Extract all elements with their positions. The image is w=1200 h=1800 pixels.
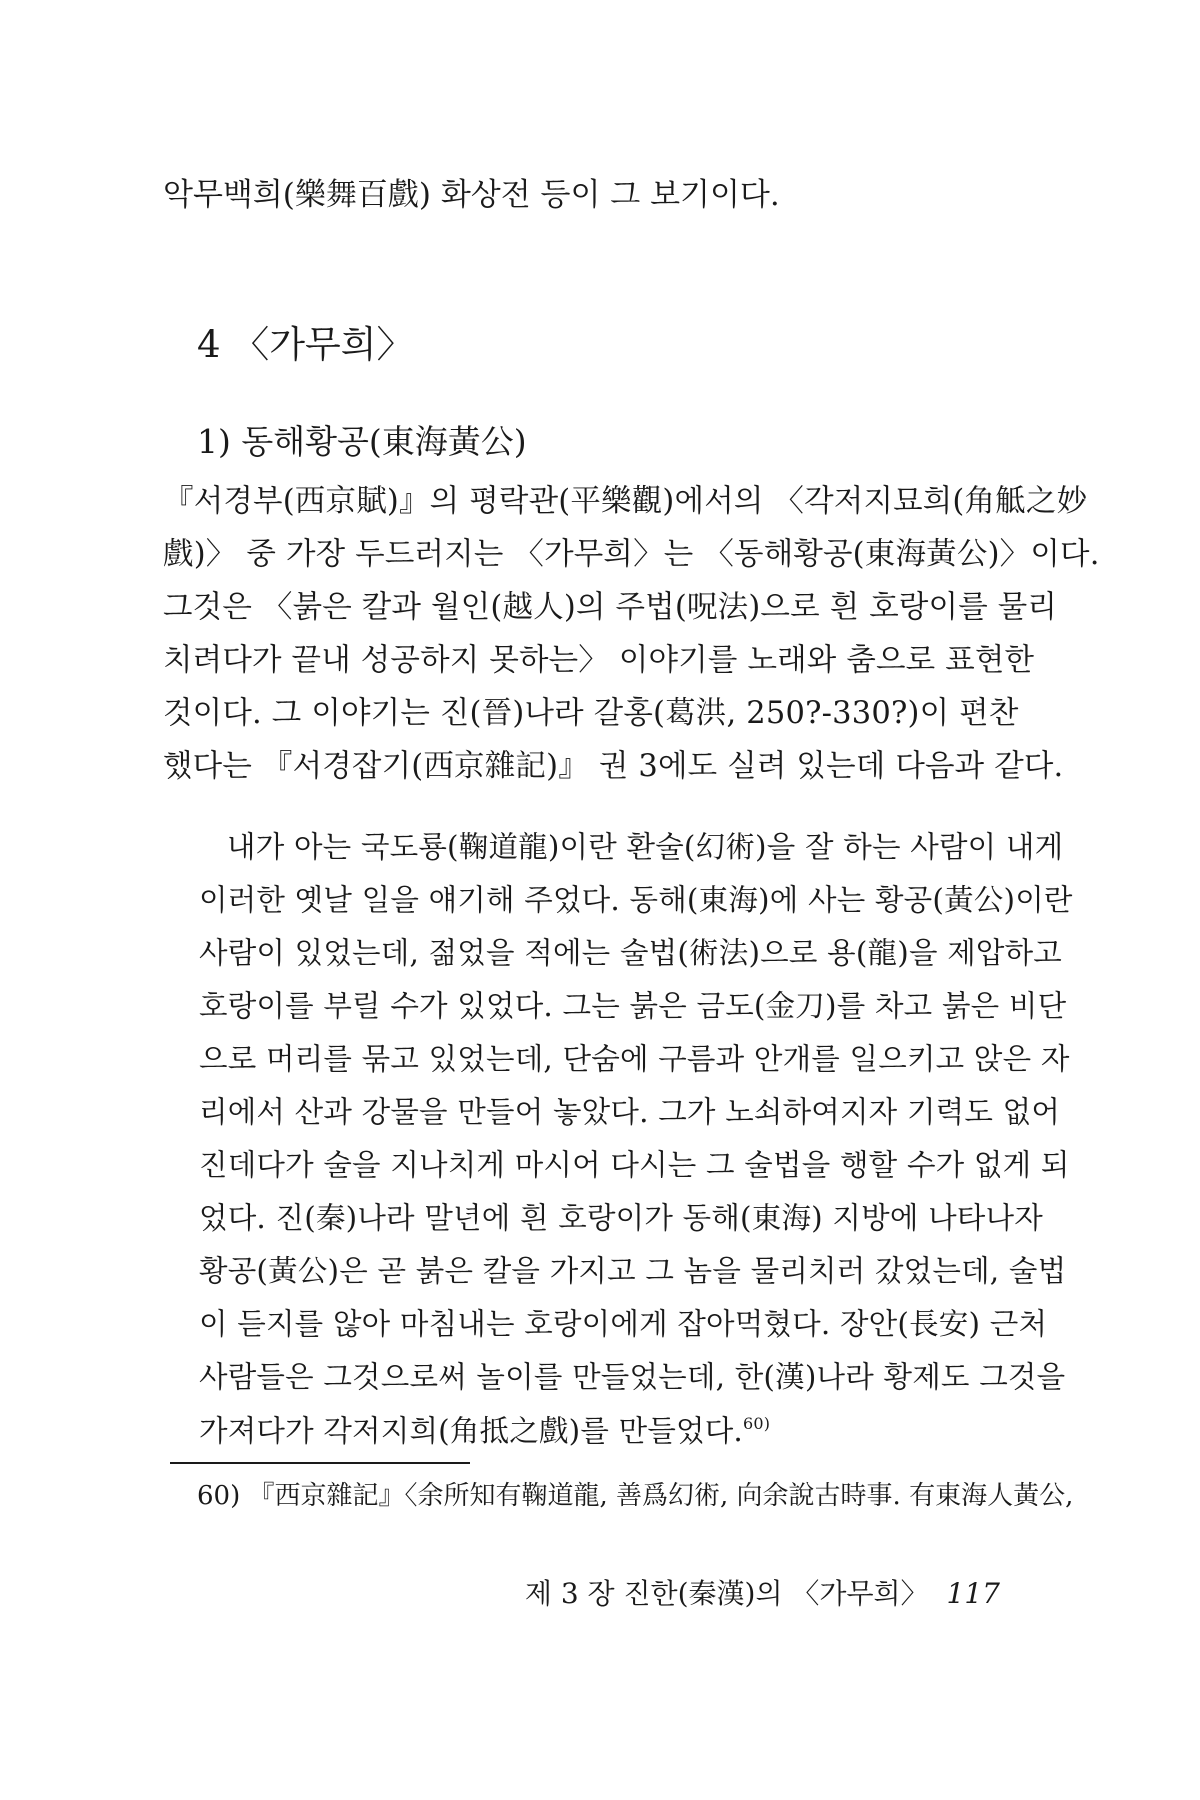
paragraph-line: 것이다. 그 이야기는 진(晉)나라 갈홍(葛洪, 250?-330?)이 편찬 [163,696,1019,731]
footnote-divider [170,1462,470,1464]
quote-line: 이 듣지를 않아 마침내는 호랑이에게 잡아먹혔다. 장안(長安) 근처 [199,1307,1048,1341]
paragraph-line: 그것은 〈붉은 칼과 월인(越人)의 주법(呪法)으로 흰 호랑이를 물리 [163,590,1058,625]
quote-line: 이러한 옛날 일을 얘기해 주었다. 동해(東海)에 사는 황공(黃公)이란 [199,883,1073,917]
section-heading: 4 〈가무희〉 [197,323,414,366]
footnote-text: 60) 『西京雜記』〈余所知有鞠道龍, 善爲幻術, 向余說古時事. 有東海人黃公, [197,1481,1074,1511]
footnote-marker[interactable]: 60) [743,1414,771,1433]
quote-line: 었다. 진(秦)나라 말년에 흰 호랑이가 동해(東海) 지방에 나타나자 [199,1201,1043,1235]
quote-line: 으로 머리를 묶고 있었는데, 단숨에 구름과 안개를 일으키고 앉은 자 [199,1042,1070,1076]
running-title: 제 3 장 진한(秦漢)의 〈가무희〉 [524,1577,929,1610]
paragraph-line: 치려다가 끝내 성공하지 못하는〉 이야기를 노래와 춤으로 표현한 [163,643,1035,678]
paragraph-line: 戲)〉 중 가장 두드러지는 〈가무희〉는 〈동해황공(東海黃公)〉이다. [163,537,1100,572]
running-footer [524,1577,1000,1610]
subsection-heading: 1) 동해황공(東海黃公) [197,422,527,461]
paragraph-line: 『서경부(西京賦)』의 평락관(平樂觀)에서의 〈각저지묘희(角觝之妙 [163,484,1088,519]
quote-line: 내가 아는 국도룡(鞠道龍)이란 환술(幻術)을 잘 하는 사람이 내게 [227,830,1064,864]
quote-line: 사람들은 그것으로써 놀이를 만들었는데, 한(漢)나라 황제도 그것을 [199,1360,1066,1394]
page-number: 117 [946,1577,1000,1610]
quote-line: 사람이 있었는데, 젊었을 적에는 술법(術法)으로 용(龍)을 제압하고 [199,936,1063,970]
quote-line: 호랑이를 부릴 수가 있었다. 그는 붉은 금도(金刀)를 차고 붉은 비단 [199,989,1067,1023]
quote-line: 황공(黃公)은 곧 붉은 칼을 가지고 그 놈을 물리치러 갔었는데, 술법 [199,1254,1067,1288]
quote-line-last [199,1416,770,1447]
intro-line: 악무백희(樂舞百戲) 화상전 등이 그 보기이다. [163,177,780,213]
paragraph-line: 했다는 『서경잡기(西京雜記)』 권 3에도 실려 있는데 다음과 같다. [163,749,1064,784]
quote-line: 리에서 산과 강물을 만들어 놓았다. 그가 노쇠하여지자 기력도 없어 [199,1095,1061,1129]
quote-line-text: 가져다가 각저지희(角抵之戲)를 만들었다. [199,1414,744,1448]
quote-line: 진데다가 술을 지나치게 마시어 다시는 그 술법을 행할 수가 없게 되 [199,1148,1070,1182]
